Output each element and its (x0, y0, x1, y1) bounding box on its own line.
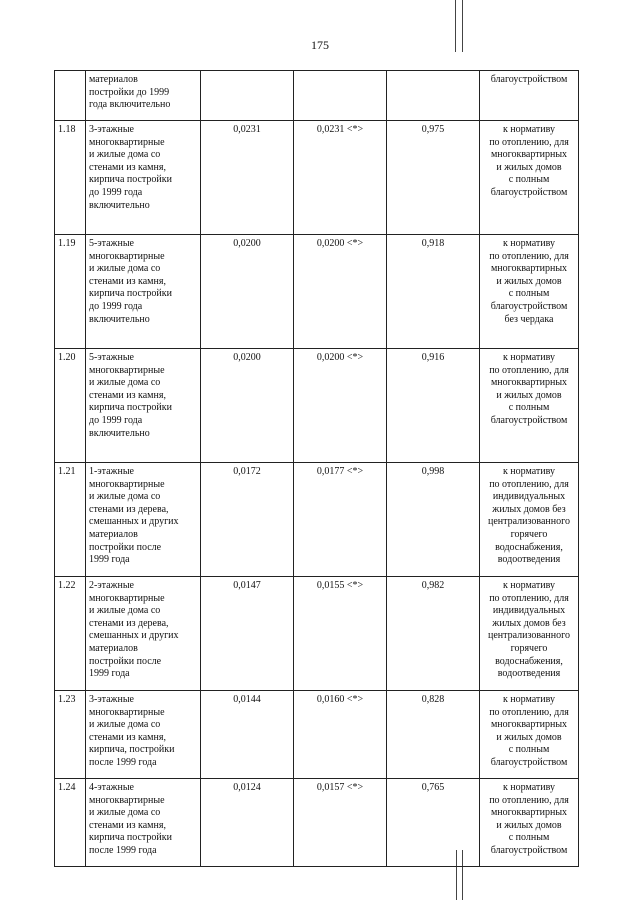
note-line: благоустройством (490, 186, 568, 198)
value-2: 0,0177 <*> (294, 463, 387, 577)
description-line: стенами из камня, (89, 731, 166, 743)
coefficient: 0,916 (387, 349, 480, 463)
note-line: жилых домов без (492, 617, 566, 629)
building-description-cell (86, 779, 201, 867)
value-2-cell (294, 71, 387, 121)
table-row (55, 121, 579, 235)
heating-norms-table (54, 70, 579, 867)
note-cell (480, 577, 579, 691)
note-line: водоотведения (497, 554, 561, 566)
row-number-cell (55, 71, 86, 121)
note-line: централизованного (488, 630, 570, 642)
table-row-continuation (55, 71, 579, 121)
description-line: многоквартирные (89, 592, 165, 604)
coefficient: 0,998 (387, 463, 480, 577)
value-2: 0,0231 <*> (294, 121, 387, 235)
description-line: и жилые дома со (89, 491, 161, 503)
description-line: многоквартирные (89, 136, 165, 148)
building-description-cell (86, 691, 201, 779)
scan-mark-top (455, 0, 456, 52)
coefficient-cell (387, 71, 480, 121)
note-cell (480, 779, 579, 867)
note-line: с полным (508, 288, 550, 300)
description-line: и жилые дома со (89, 377, 161, 389)
note-line: и жилых домов (496, 161, 562, 173)
note-line: жилых домов без (492, 503, 566, 515)
description-line: и жилые дома со (89, 149, 161, 161)
description-line: кирпича постройки (89, 832, 172, 844)
note-cell (480, 235, 579, 349)
description-line: многоквартирные (89, 250, 165, 262)
value-2: 0,0200 <*> (294, 349, 387, 463)
description-line: смешанных и других (89, 516, 179, 528)
value-1: 0,0147 (201, 577, 294, 691)
note-line: водоснабжения, (495, 541, 563, 553)
note-line: по отоплению, для (489, 136, 569, 148)
row-number: 1.19 (55, 235, 86, 349)
value-1: 0,0200 (201, 235, 294, 349)
description-line: стенами из камня, (89, 275, 166, 287)
description-line: и жилые дома со (89, 605, 161, 617)
row-number: 1.21 (55, 463, 86, 577)
description-line: постройки после (89, 541, 162, 553)
note-line: к нормативу (502, 352, 556, 363)
table-row (55, 779, 579, 867)
note-line: водоотведения (497, 668, 561, 680)
coefficient: 0,765 (387, 779, 480, 867)
building-description-cell (86, 349, 201, 463)
note-line: по отоплению, для (489, 794, 569, 806)
description-line: стенами из камня, (89, 161, 166, 173)
description-line: и жилые дома со (89, 807, 161, 819)
note-line: горячего (510, 528, 548, 540)
description-line: 5-этажные (89, 352, 134, 363)
note-line: и жилых домов (496, 731, 562, 743)
description-line: года включительно (89, 99, 171, 111)
value-1: 0,0124 (201, 779, 294, 867)
note-line: и жилых домов (496, 819, 562, 831)
note-line: по отоплению, для (489, 706, 569, 718)
row-number: 1.22 (55, 577, 86, 691)
note-cell (480, 463, 579, 577)
description-line: и жилые дома со (89, 719, 161, 731)
coefficient: 0,918 (387, 235, 480, 349)
description-line: смешанных и других (89, 630, 179, 642)
note-line: к нормативу (502, 580, 556, 591)
description-line: 3-этажные (89, 694, 134, 705)
building-description-cell (86, 235, 201, 349)
table-row (55, 691, 579, 779)
note-line: по отоплению, для (489, 250, 569, 262)
description-line: стенами из камня, (89, 389, 166, 401)
value-1: 0,0231 (201, 121, 294, 235)
note-line: многоквартирных (490, 719, 568, 731)
note-line: благоустройством (490, 74, 568, 85)
description-line: 2-этажные (89, 580, 134, 591)
description-line: многоквартирные (89, 364, 165, 376)
table-row (55, 463, 579, 577)
coefficient: 0,982 (387, 577, 480, 691)
description-line: и жилые дома со (89, 263, 161, 275)
description-line: 1999 года (89, 554, 130, 566)
note-line: к нормативу (502, 124, 556, 135)
note-line: горячего (510, 642, 548, 654)
description-line: многоквартирные (89, 794, 165, 806)
description-line: 4-этажные (89, 782, 134, 793)
note-line: и жилых домов (496, 275, 562, 287)
note-line: индивидуальных (492, 491, 566, 503)
note-line: благоустройством (490, 300, 568, 312)
scan-mark-top-2 (462, 0, 463, 52)
note-cell (480, 349, 579, 463)
row-number: 1.24 (55, 779, 86, 867)
description-line: материалов (89, 74, 138, 85)
note-line: благоустройством (490, 414, 568, 426)
description-line: до 1999 года (89, 300, 143, 312)
note-line: многоквартирных (490, 263, 568, 275)
description-line: 1-этажные (89, 466, 134, 477)
value-2: 0,0157 <*> (294, 779, 387, 867)
note-line: и жилых домов (496, 389, 562, 401)
note-cell (480, 71, 579, 121)
note-cell (480, 121, 579, 235)
note-line: по отоплению, для (489, 592, 569, 604)
description-line: материалов (89, 642, 138, 654)
note-line: с полным (508, 174, 550, 186)
value-1: 0,0200 (201, 349, 294, 463)
description-line: до 1999 года (89, 186, 143, 198)
building-description-cell (86, 577, 201, 691)
value-1: 0,0144 (201, 691, 294, 779)
description-line: 3-этажные (89, 124, 134, 135)
description-line: многоквартирные (89, 706, 165, 718)
note-line: с полным (508, 744, 550, 756)
description-line: постройки после (89, 655, 162, 667)
note-cell (480, 691, 579, 779)
table-row (55, 349, 579, 463)
description-line: стенами из дерева, (89, 503, 169, 515)
description-line: кирпича постройки (89, 402, 172, 414)
note-line: с полным (508, 402, 550, 414)
description-line: кирпича, постройки (89, 744, 175, 756)
note-line: многоквартирных (490, 149, 568, 161)
note-line: с полным (508, 832, 550, 844)
description-line: кирпича постройки (89, 174, 172, 186)
row-number: 1.18 (55, 121, 86, 235)
note-line: водоснабжения, (495, 655, 563, 667)
description-line: стенами из дерева, (89, 617, 169, 629)
description-line: 5-этажные (89, 238, 134, 249)
building-description-cell (86, 121, 201, 235)
value-1: 0,0172 (201, 463, 294, 577)
note-line: по отоплению, для (489, 478, 569, 490)
value-2: 0,0160 <*> (294, 691, 387, 779)
row-number: 1.20 (55, 349, 86, 463)
value-2: 0,0155 <*> (294, 577, 387, 691)
note-line: по отоплению, для (489, 364, 569, 376)
note-line: к нормативу (502, 694, 556, 705)
description-line: постройки до 1999 (89, 86, 170, 98)
note-line: индивидуальных (492, 605, 566, 617)
description-line: после 1999 года (89, 844, 157, 856)
note-line: многоквартирных (490, 377, 568, 389)
coefficient: 0,828 (387, 691, 480, 779)
coefficient: 0,975 (387, 121, 480, 235)
description-line: включительно (89, 313, 150, 325)
note-line: без чердака (504, 313, 554, 325)
note-line: благоустройством (490, 844, 568, 856)
note-line: многоквартирных (490, 807, 568, 819)
description-line: до 1999 года (89, 414, 143, 426)
description-line: включительно (89, 427, 150, 439)
table-row (55, 577, 579, 691)
table-row (55, 235, 579, 349)
row-number: 1.23 (55, 691, 86, 779)
note-line: благоустройством (490, 756, 568, 768)
note-line: централизованного (488, 516, 570, 528)
building-description-cell (86, 463, 201, 577)
description-line: материалов (89, 528, 138, 540)
description-line: многоквартирные (89, 478, 165, 490)
note-line: к нормативу (502, 782, 556, 793)
description-line: 1999 года (89, 668, 130, 680)
value-2: 0,0200 <*> (294, 235, 387, 349)
note-line: к нормативу (502, 466, 556, 477)
note-line: к нормативу (502, 238, 556, 249)
page-number: 175 (311, 38, 329, 52)
description-line: включительно (89, 199, 150, 211)
description-line: после 1999 года (89, 756, 157, 768)
value-1-cell (201, 71, 294, 121)
description-line: кирпича постройки (89, 288, 172, 300)
description-line: стенами из камня, (89, 819, 166, 831)
building-description-cell (86, 71, 201, 121)
